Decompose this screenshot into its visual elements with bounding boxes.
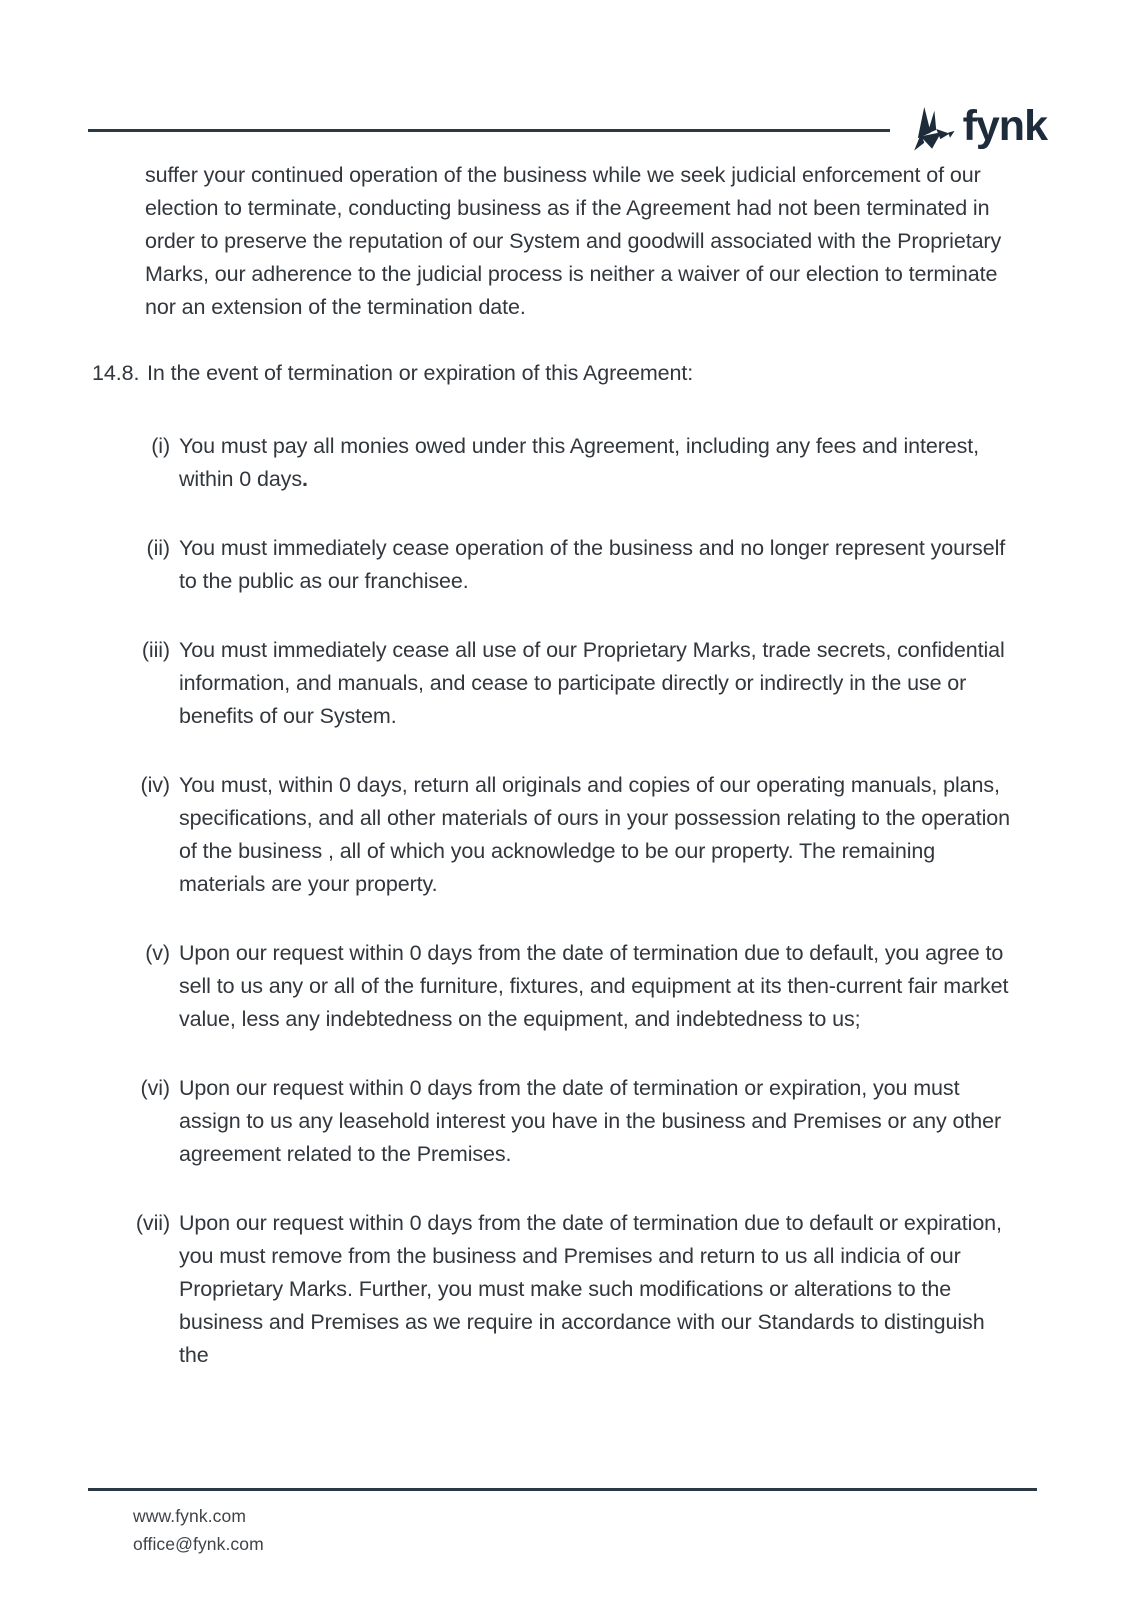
list-item-label: (iii) [141,638,170,662]
list-item-body: You must immediately cease all use of our Proprietary Marks, trade secrets, confidential information, and manuals, and cease to participate directly or indirectly in the use or benefits of our System. [179,638,1005,728]
list-item-text [179,769,1013,901]
list-item-label: (i) [151,434,170,458]
list-item [122,937,1013,1036]
list-item-bold-suffix: . [302,467,308,491]
list-item-label: (ii) [146,536,170,560]
fynk-logo [910,102,1047,156]
list-item-body: Upon our request within 0 days from the date of termination or expiration, you must assign to us any leasehold interest you have in the business and Premises or any other agreement related to the Premises. [179,1076,1002,1166]
intro-paragraph: suffer your continued operation of the business while we seek judicial enforcement of our election to terminate, conducting business as if the Agreement had not been terminated in order to preserve the reputation of our System and goodwill associated with the Proprietary Marks, our adherence to the judicial process is neither a waiver of our election to terminate nor an extension of the termination date. [145,163,1002,319]
list-item-body: Upon our request within 0 days from the date of termination due to default or expiration, you must remove from the business and Premises and return to us all indicia of our Proprietary Marks. Further, you must make such modifications or alterations to the business and Premises as we require in accordance with our Standards to distinguish the [179,1211,1002,1367]
footer-email: office@fynk.com [133,1534,264,1554]
list-item [122,430,1013,496]
list-item-text [179,1207,1013,1372]
section-number: 14.8. [92,361,140,385]
list-item-body: You must pay all monies owed under this Agreement, including any fees and interest, within 0 days [179,434,980,491]
list-item-text [179,937,1013,1036]
list-item-label: (vi) [140,1076,170,1100]
list-item-text [179,532,1013,598]
fynk-logo-text: fynk [962,101,1047,150]
list-item [122,532,1013,598]
list-item-label: (v) [145,941,170,965]
list-item-body: Upon our request within 0 days from the date of termination due to default, you agree to sell to us any or all of the furniture, fixtures, and equipment at its then-current fair market value, less any indebtedness on the equipment, and indebtedness to us; [179,941,1009,1031]
list-item [122,1207,1013,1372]
list-item-text [179,1072,1013,1171]
document-content [0,159,1131,1372]
section-heading [92,357,1013,390]
list-item-body: You must, within 0 days, return all originals and copies of our operating manuals, plans, specifications, and all other materials of ours in your possession relating to the operation of the business , all of which you acknowledge to be our property. The remaining materials are your property. [179,773,1010,896]
list-item [122,1072,1013,1171]
list-item [122,769,1013,901]
list-item-text [179,634,1013,733]
footer-website: www.fynk.com [133,1506,247,1526]
origami-bird-icon [910,102,956,156]
list-item-label: (vii) [135,1211,170,1235]
termination-list [122,430,1013,1372]
list-item-text [179,430,1013,496]
footer-rule [88,1488,1037,1491]
list-item [122,634,1013,733]
header-rule [88,129,890,132]
page-footer [88,1488,1037,1558]
page-header [88,96,1047,162]
list-item-label: (iv) [140,773,170,797]
list-item-body: You must immediately cease operation of the business and no longer represent yourself to the public as our franchisee. [179,536,1006,593]
section-text: In the event of termination or expiration of this Agreement: [147,361,694,385]
